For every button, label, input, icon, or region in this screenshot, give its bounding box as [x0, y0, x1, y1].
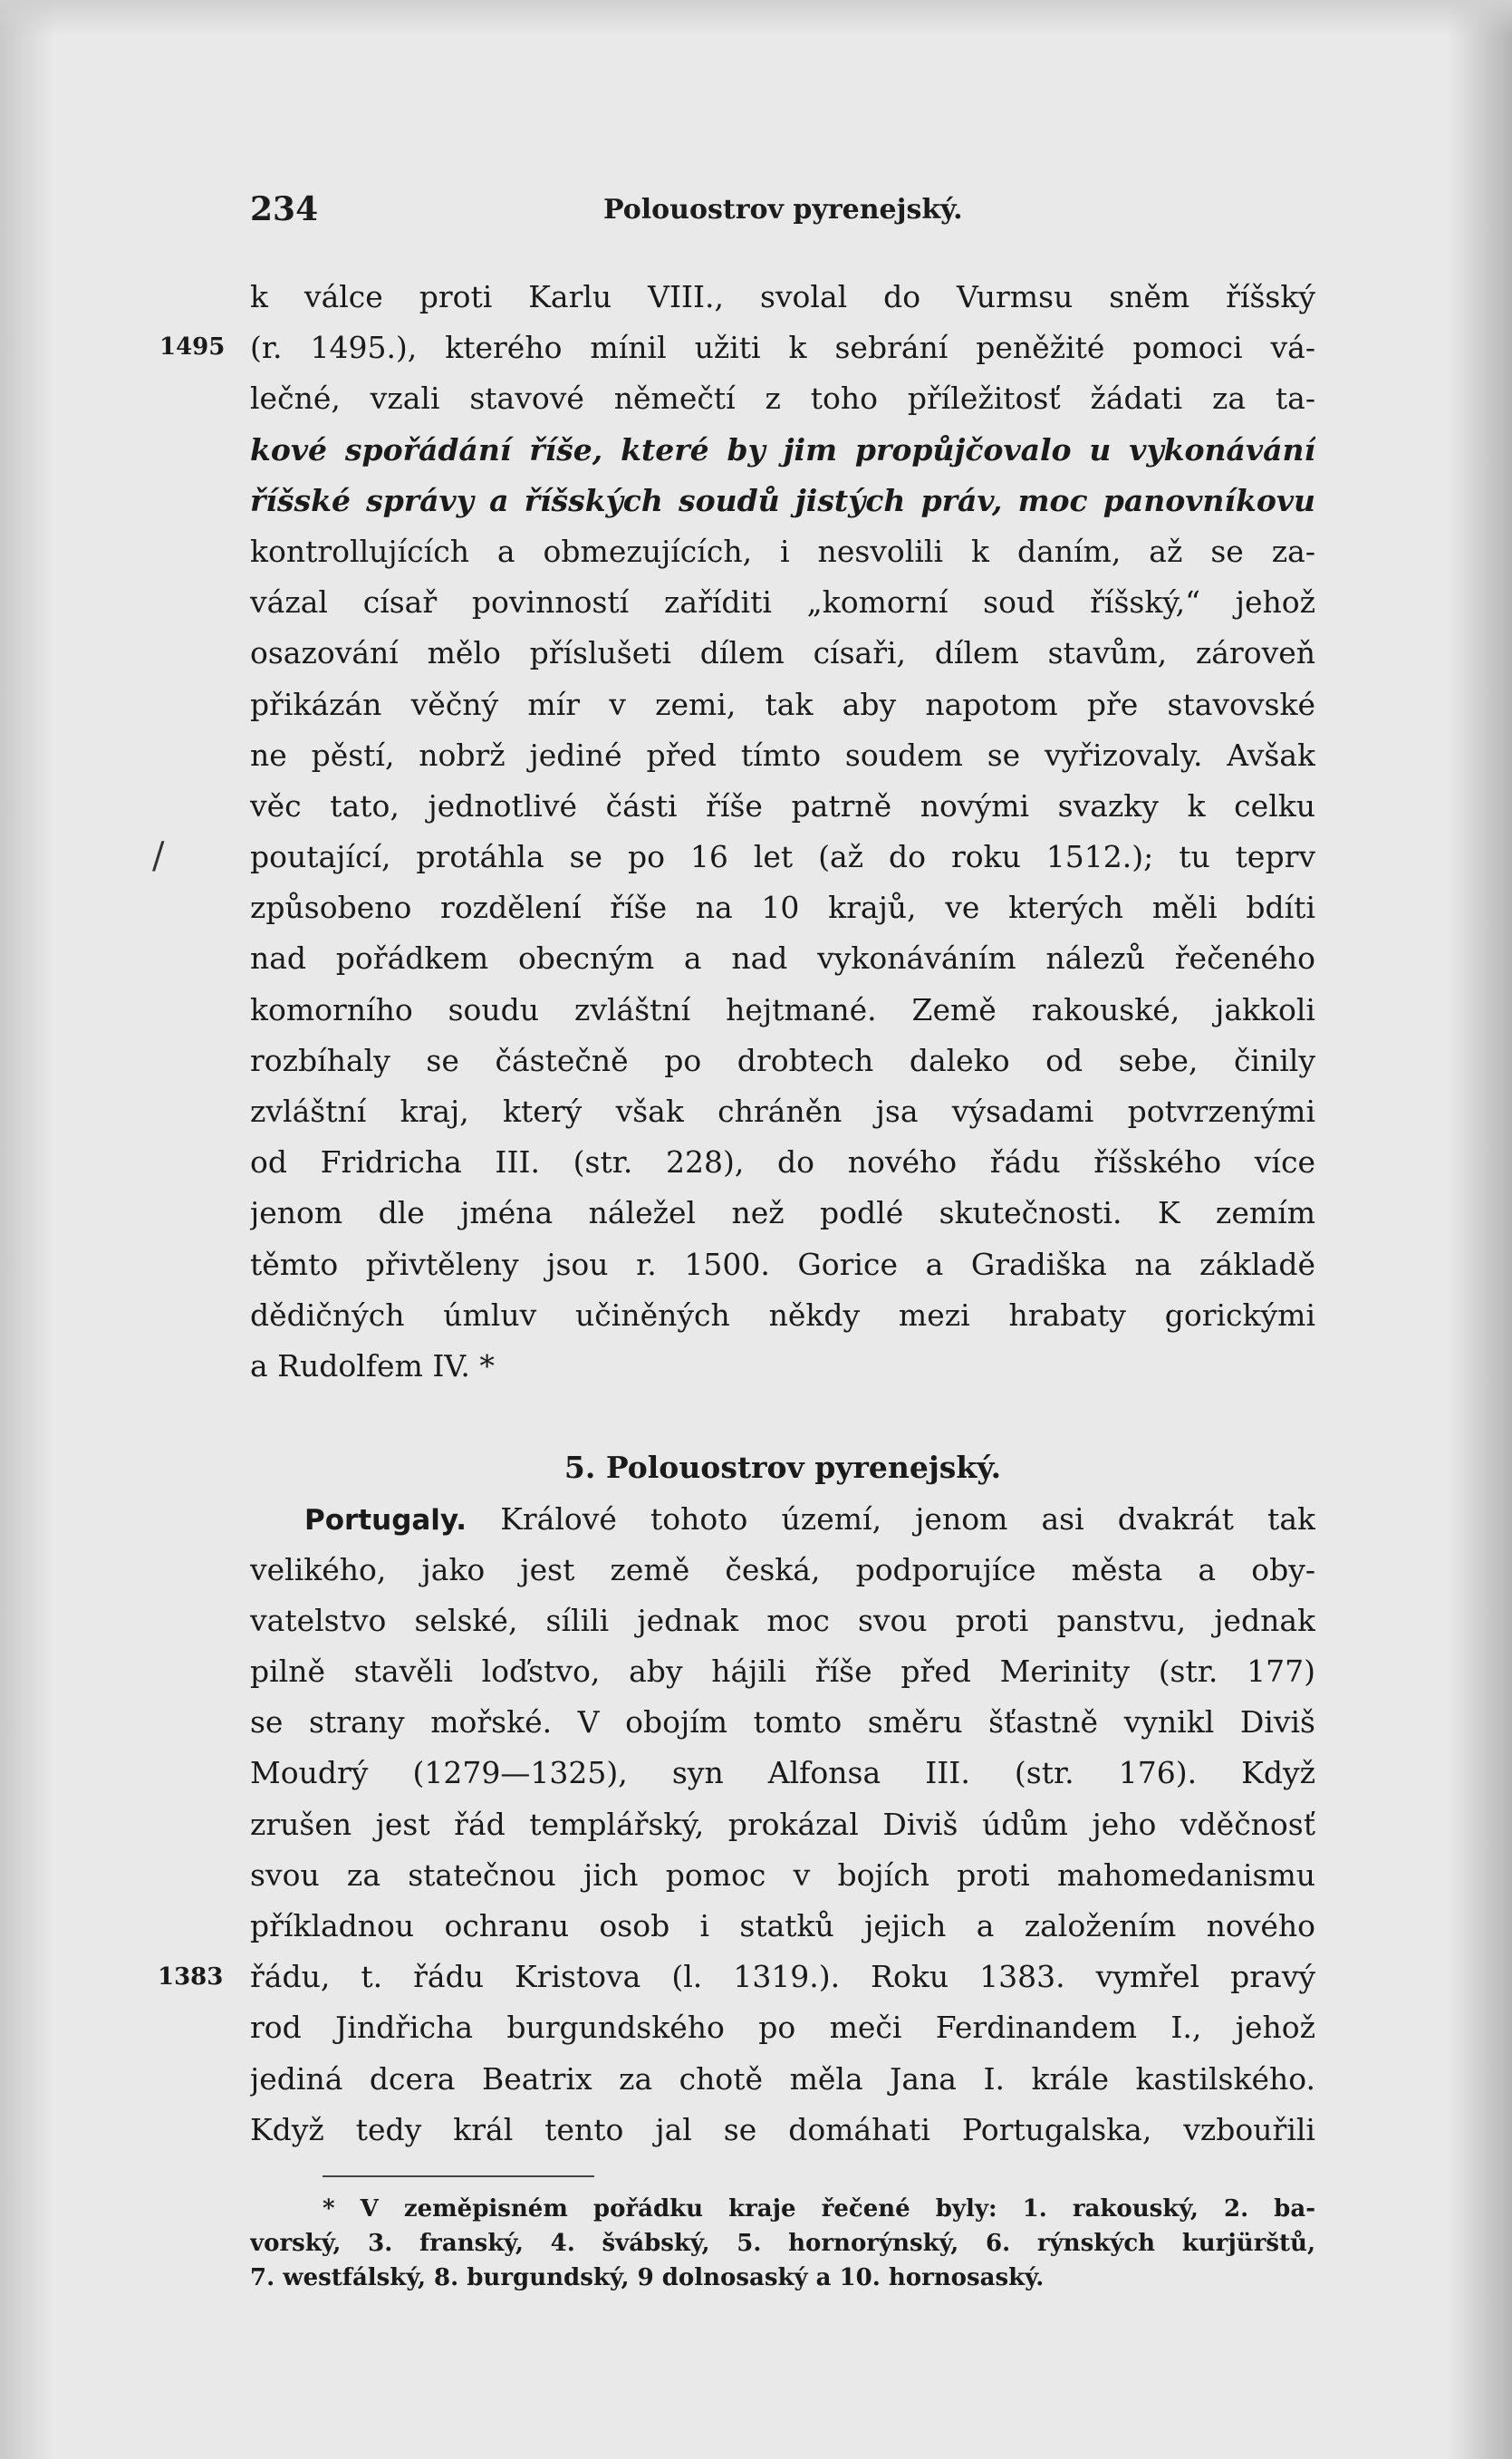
text-line: jediná dcera Beatrix za chotě měla Jana I. krále kastilského.	[250, 2060, 1315, 2097]
text-line: velikého, jako jest země česká, podporujíce města a oby-	[250, 1551, 1315, 1587]
page-header	[250, 190, 1310, 236]
section-heading: 5. Polouostrov pyrenejský.	[563, 1450, 1002, 1486]
text-line: zrušen jest řád templářský, prokázal Diviš údům jeho vděčnosť	[250, 1806, 1315, 1842]
text-line: příkladnou ochranu osob i statků jejich a založením nového	[250, 1908, 1315, 1943]
text-line: jenom dle jména náležel než podlé skutečnosti. K zemím	[250, 1195, 1315, 1231]
text-line: vatelstvo selské, sílili jednak moc svou proti panstvu, jednak	[250, 1602, 1315, 1638]
text-line: těmto přivtěleny jsou r. 1500. Gorice a Gradiška na základě	[250, 1246, 1315, 1282]
margin-pencil-mark: /	[152, 835, 165, 878]
text-line: se strany mořské. V obojím tomto směru šťastně vynikl Diviš	[250, 1704, 1315, 1741]
scan-shadow-top	[0, 0, 1512, 36]
text-line: vázal císař povinností zaříditi „komorní soud říšský,“ jehož	[250, 584, 1315, 621]
footnote	[250, 2192, 1315, 2295]
running-head: Polouostrov pyrenejský.	[603, 194, 963, 226]
text-line: Moudrý (1279—1325), syn Alfonsa III. (str. 176). Když	[250, 1755, 1315, 1791]
text-line: rod Jindřicha burgundského po meči Ferdinandem I., jehož	[250, 2010, 1315, 2046]
text-line: rozbíhaly se částečně po drobtech daleko od sebe, činily	[250, 1042, 1315, 1078]
text-line: osazování mělo příslušeti dílem císaři, dílem stavům, zároveň	[250, 635, 1315, 671]
portugal-label: Portugaly.	[304, 1503, 467, 1537]
text-line: nad pořádkem obecným a nad vykonáváním nálezů řečeného	[250, 940, 1315, 977]
text-line: ne pěstí, nobrž jediné před tímto soudem se vyřizovaly. Avšak	[250, 737, 1315, 773]
text-line: od Fridricha III. (str. 228), do nového řádu říšského více	[250, 1144, 1315, 1181]
body-text	[250, 272, 1315, 2155]
text-line: způsobeno rozdělení říše na 10 krajů, ve kterých měli bdíti	[250, 890, 1315, 926]
text-line: k válce proti Karlu VIII., svolal do Vurmsu sněm říšský	[250, 279, 1315, 314]
text-line: Když tedy král tento jal se domáhati Portugalska, vzbouřili	[250, 2111, 1315, 2147]
page-number: 234	[250, 190, 319, 228]
footnote-line: 7. westfálský, 8. burgundský, 9 dolnosaský a 10. hornosaský.	[250, 2264, 1045, 2292]
text-line: řádu, t. řádu Kristova (l. 1319.). Roku 1383. vymřel pravý	[250, 1959, 1315, 1995]
text-line	[250, 1494, 1315, 1545]
text-line: (r. 1495.), kterého mínil užiti k sebrání peněžité pomoci vá-	[250, 330, 1315, 366]
text-line: poutající, protáhla se po 16 let (až do roku 1512.); tu teprv	[250, 839, 1315, 875]
text-line: kontrollujících a obmezujících, i nesvolili k daním, až se za-	[250, 533, 1315, 569]
text-line: a Rudolfem IV. *	[250, 1347, 495, 1384]
blank-line	[250, 1392, 1315, 1442]
text-line: dědičných úmluv učiněných někdy mezi hrabaty gorickými	[250, 1297, 1315, 1333]
footnote-rule	[323, 2175, 594, 2177]
text-line: lečné, vzali stavové němečtí z toho příležitosť žádati za ta-	[250, 381, 1315, 417]
text-line: říšské správy a říšských soudů jistých práv, moc panovníkovu	[250, 482, 1315, 518]
text-line: kové spořádání říše, které by jim propůjčovalo u vykonávání	[250, 431, 1315, 468]
footnote-line: vorský, 3. franský, 4. švábský, 5. hornorýnský, 6. rýnských kurjürštů,	[250, 2230, 1315, 2258]
scan-shadow-left	[0, 0, 54, 2459]
text-line: přikázán věčný mír v zemi, tak aby napotom pře stavovské	[250, 686, 1315, 722]
text-segment: Králové tohoto území, jenom asi dvakrát tak	[500, 1500, 1315, 1537]
text-line: svou za statečnou jich pomoc v bojích proti mahomedanismu	[250, 1856, 1315, 1893]
scan-shadow-right	[1449, 0, 1512, 2459]
text-line: komorního soudu zvláštní hejtmané. Země rakouské, jakkoli	[250, 991, 1315, 1027]
text-line: zvláštní kraj, který však chráněn jsa výsadami potvrzenými	[250, 1094, 1315, 1129]
footnote-line: * V zeměpisném pořádku kraje řečené byly: 1. rakouský, 2. ba-	[323, 2195, 1315, 2223]
text-line: pilně stavěli loďstvo, aby hájili říše před Merinity (str. 177)	[250, 1654, 1315, 1690]
text-line: věc tato, jednotlivé části říše patrně novými svazky k celku	[250, 787, 1315, 824]
margin-year-1495: 1495	[159, 333, 226, 362]
margin-year-1383: 1383	[158, 1962, 224, 1991]
